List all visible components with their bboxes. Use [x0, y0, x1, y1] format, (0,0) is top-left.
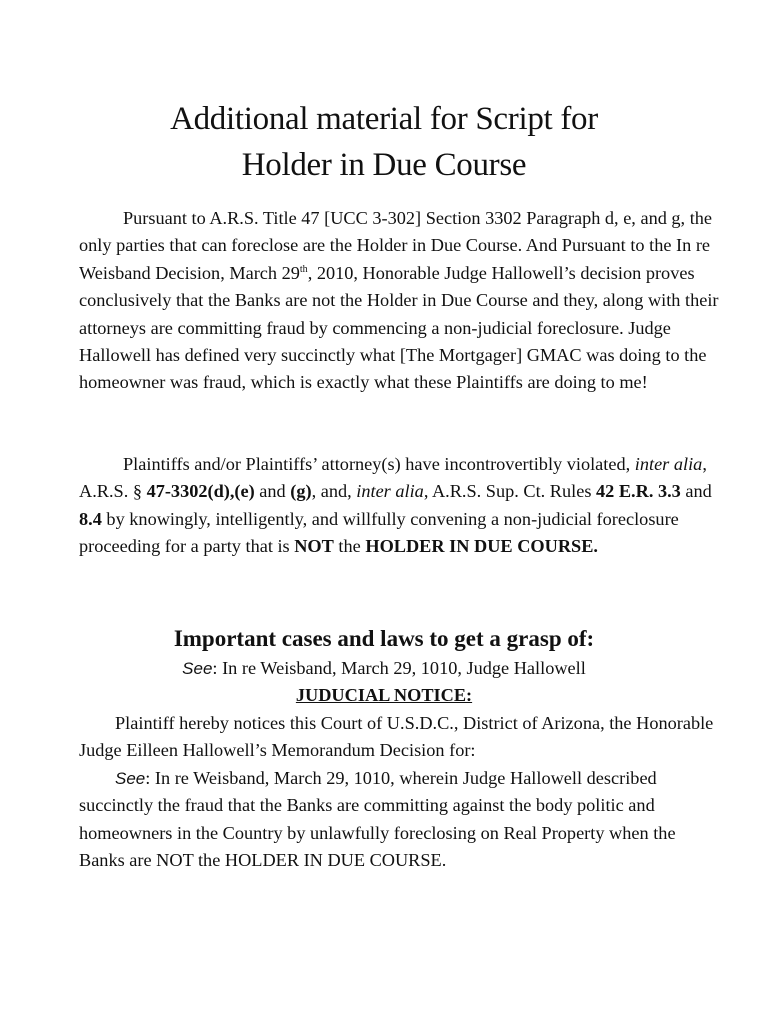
text-run: Plaintiffs and/or Plaintiffs’ attorney(s) have incontrovertibly violated, — [123, 454, 635, 474]
text-run: by knowingly, intelligently, and willfully convening a non-judicial foreclosure proceeding for a party that is — [79, 508, 679, 557]
judicial-notice-heading — [0, 682, 768, 709]
ordinal-suffix: th — [299, 263, 308, 275]
bold-run: HOLDER IN DUE COURSE. — [365, 536, 598, 557]
bold-run: 47-3302(d),(e) — [146, 481, 255, 502]
italic-run: inter alia — [634, 454, 703, 474]
paragraph-pursuant-text-a: Pursuant to A.R.S. Title 47 [UCC 3-302] Section 3302 Paragraph d, e, and g, the only parties that can foreclose are the Holder in Due Course. And Pursuant to the In re Weisband Decision, March 29 — [79, 208, 713, 283]
paragraph-notice-text: Plaintiff hereby notices this Court of U.S.D.C., District of Arizona, the Honorable Judge Eilleen Hallowell’s Memorandum Decision for: — [79, 713, 714, 761]
bold-run: 42 E.R. 3.3 — [596, 481, 681, 502]
document-title — [0, 96, 768, 188]
text-run: , A.R.S. Sup. Ct. Rules — [423, 481, 597, 502]
text-run: and — [680, 481, 712, 502]
section-heading: Important cases and laws to get a grasp of: — [173, 626, 595, 651]
title-line-2: Holder in Due Course — [241, 147, 527, 183]
see-line — [0, 655, 768, 682]
text-run: and — [254, 481, 291, 502]
bold-run: NOT — [294, 536, 334, 557]
title-line-1: Additional material for Script for — [170, 101, 598, 137]
judicial-notice-label: JUDUCIAL NOTICE: — [295, 685, 473, 705]
paragraph-see-weisband — [79, 765, 719, 875]
text-run: the — [333, 536, 366, 557]
see-label-2: See — [115, 769, 146, 788]
bold-run: (g) — [290, 481, 312, 502]
paragraph-see-weisband-text: : In re Weisband, March 29, 1010, wherein Judge Hallowell described succinctly the fraud that the Banks are committing against the body politic and homeowners in the Country by unlawfully foreclosing on Real Property when the Banks are NOT the HOLDER IN DUE COURSE. — [79, 768, 676, 871]
paragraph-violation — [79, 451, 719, 561]
see-label: See — [182, 659, 213, 678]
see-line-text: : In re Weisband, March 29, 1010, Judge Hallowell — [212, 658, 586, 678]
bold-run: 8.4 — [79, 508, 102, 529]
text-run: , A.R.S. § — [79, 454, 707, 502]
paragraph-notice — [79, 710, 719, 765]
paragraph-pursuant — [79, 205, 719, 397]
italic-run: inter alia — [356, 481, 424, 502]
text-run: , and, — [311, 481, 357, 502]
paragraph-pursuant-text-b: , 2010, Honorable Judge Hallowell’s decision proves conclusively that the Banks are not the Holder in Due Course and they, along with their attorneys are committing fraud by commencing a non-judicial foreclosure. Judge Hallowell has defined very succinctly what [The Mortgager] GMAC was doing to the homeowner was fraud, which is exactly what these Plaintiffs are doing to me! — [79, 262, 719, 393]
